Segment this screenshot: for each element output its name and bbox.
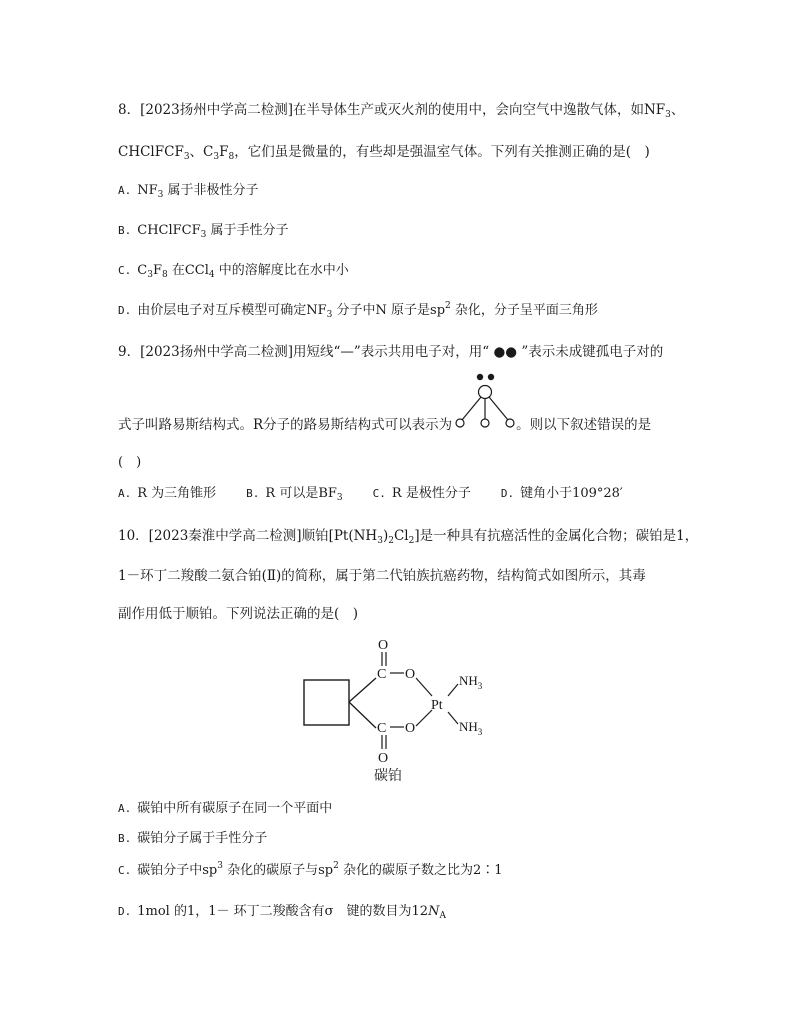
atom-nh3-bot: $NH_3$ bbox=[459, 719, 483, 737]
atom-nh3-top: $NH_3$ bbox=[459, 673, 483, 691]
q9-option-c[interactable]: C. R 是极性分子 bbox=[372, 486, 471, 501]
lone-pair-dot bbox=[488, 374, 494, 380]
figure-caption: 碳铂 bbox=[374, 769, 402, 784]
q9-stem-line1: 9．[2023扬州中学高二检测]用短线“—”表示共用电子对，用“ ●● ”表示未成键孤电子对的 bbox=[118, 344, 664, 360]
q8-option-b[interactable]: B. CHClFCF$_3$ 属于手性分子 bbox=[118, 223, 289, 240]
cyclobutane-ring bbox=[304, 680, 349, 725]
atom-o-ring-bot: O bbox=[405, 721, 416, 736]
terminal-atom bbox=[481, 419, 489, 427]
q8-option-d[interactable]: D. 由价层电子对互斥模型可确定$NF_3$ 分子中N 原子是$sp^2$ 杂化，分子呈平面三角形 bbox=[118, 301, 598, 320]
carboplatin-structure bbox=[298, 636, 508, 786]
terminal-atom bbox=[456, 419, 464, 427]
atom-c-bot: C bbox=[377, 721, 387, 736]
q9-options-row bbox=[118, 485, 653, 503]
q9-bracket: ( ) bbox=[118, 455, 142, 470]
q8-option-a[interactable]: A. $NF_3$ 属于非极性分子 bbox=[118, 183, 259, 200]
q9-stem-line2: 式子叫路易斯结构式。R分子的路易斯结构式可以表示为 。则以下叙述错误的是 bbox=[118, 417, 652, 433]
terminal-atom bbox=[506, 419, 514, 427]
atom-pt: Pt bbox=[431, 698, 443, 713]
atom-c-top: C bbox=[377, 667, 387, 682]
atom-o-ring-top: O bbox=[405, 667, 416, 682]
atom-o-bot: O bbox=[378, 751, 389, 766]
q10-option-b[interactable]: B. 碳铂分子属于手性分子 bbox=[118, 831, 268, 846]
q10-option-d[interactable]: D. 1mol 的1，1－ 环丁二羧酸含有σ 键的数目为$12N_A$ bbox=[118, 904, 446, 921]
atom-o-top: O bbox=[378, 638, 389, 653]
lewis-structure-figure bbox=[448, 370, 528, 434]
q8-stem-line1: 8．[2023扬州中学高二检测]在半导体生产或灭火剂的使用中，会向空气中逸散气体，如$NF_3$、 bbox=[118, 102, 685, 120]
q10-option-c[interactable]: C. 碳铂分子中$sp^3$ 杂化的碳原子与$sp^2$ 杂化的碳原子数之比为2∶1 bbox=[118, 861, 503, 878]
central-atom bbox=[479, 386, 492, 399]
q8-option-c[interactable]: C. $C_3F_8$ 在CCl$_4$ 中的溶解度比在水中小 bbox=[118, 263, 349, 280]
q8-stem-line2: CHClFCF$_3$、$C_3F_8$，它们虽是微量的，有些却是强温室气体。下列有关推测正确的是( ) bbox=[118, 144, 650, 162]
q9-option-a[interactable]: A. R 为三角锥形 bbox=[118, 486, 217, 501]
q9-option-d[interactable]: D. 键角小于109°28′ bbox=[500, 486, 623, 501]
q10-stem-line2: 1－环丁二羧酸二氨合铂(Ⅱ)的简称，属于第二代铂族抗癌药物，结构简式如图所示，其毒 bbox=[118, 568, 646, 584]
lone-pair-dot bbox=[477, 374, 483, 380]
q9-option-b[interactable]: B. R 可以是$BF_3$ bbox=[246, 486, 343, 503]
q10-stem-line3: 副作用低于顺铂。下列说法正确的是( ) bbox=[118, 606, 359, 622]
q10-stem-line1: 10．[2023秦淮中学高二检测]顺铂$[Pt(NH_3)_2Cl_2]$是一种具有抗癌活性的金属化合物；碳铂是1， bbox=[118, 528, 699, 546]
q10-option-a[interactable]: A. 碳铂中所有碳原子在同一个平面中 bbox=[118, 801, 333, 816]
